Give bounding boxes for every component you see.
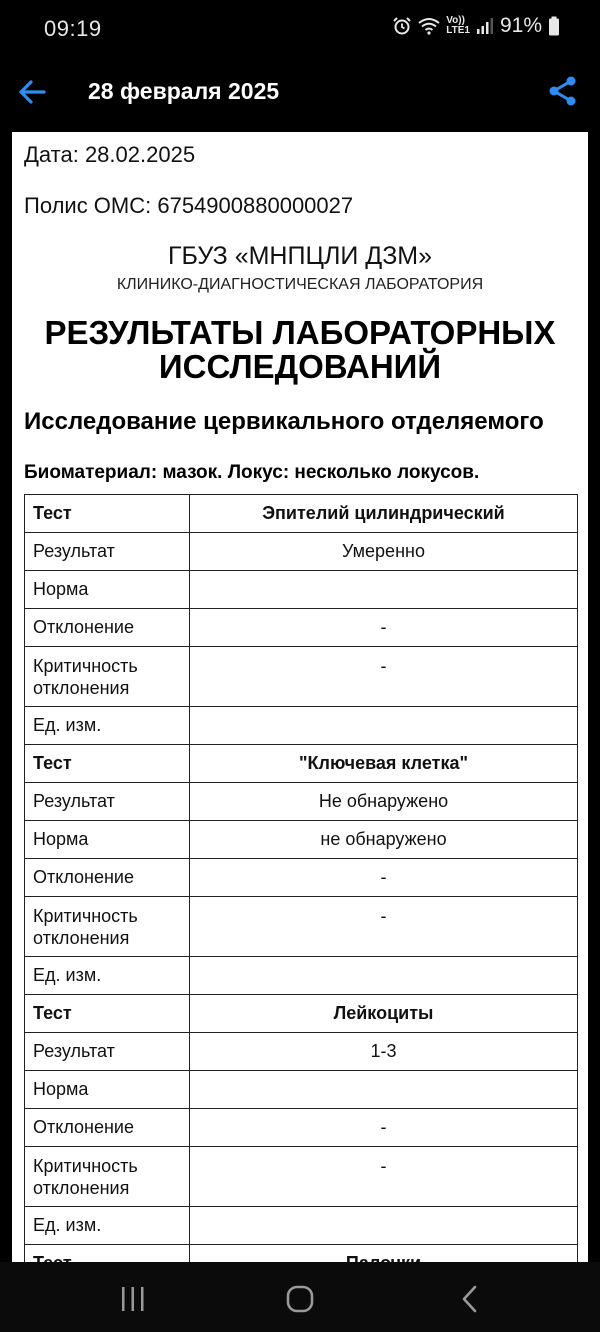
criticality-label-line-1: Критичность (33, 656, 138, 676)
deviation-value: - (190, 859, 578, 897)
battery-percent: 91% (499, 14, 542, 37)
date-line: Дата: 28.02.2025 (24, 142, 196, 167)
row-label: Результат (25, 1033, 190, 1071)
criticality-value: - (190, 897, 578, 957)
norm-value (190, 571, 578, 609)
lte-bottom-label: LTE1 (446, 25, 470, 36)
table-row (25, 821, 578, 859)
test-name: Лейкоциты (190, 995, 578, 1033)
row-label: Тест (25, 745, 190, 783)
back-button[interactable] (14, 74, 50, 110)
result-value: Не обнаружено (190, 783, 578, 821)
main-heading (12, 316, 588, 384)
main-heading-line-1: РЕЗУЛЬТАТЫ ЛАБОРАТОРНЫХ (44, 314, 556, 351)
lab-result-document[interactable] (12, 132, 588, 1262)
share-button[interactable] (546, 74, 580, 108)
arrow-left-icon (14, 74, 50, 110)
app-bar (0, 60, 600, 124)
wifi-icon (418, 17, 440, 35)
row-label: Ед. изм. (25, 1207, 190, 1245)
biomaterial-line: Биоматериал: мазок. Локус: несколько локусов. (24, 462, 480, 483)
row-label (25, 647, 190, 707)
deviation-value: - (190, 609, 578, 647)
table-row (25, 647, 578, 707)
row-label: Тест (25, 995, 190, 1033)
criticality-label-line-2: отклонения (33, 1178, 130, 1198)
table-row (25, 1033, 578, 1071)
row-label (25, 1147, 190, 1207)
row-label: Отклонение (25, 859, 190, 897)
share-icon (546, 74, 580, 108)
status-time: 09:19 (44, 16, 102, 41)
table-row (25, 783, 578, 821)
test-name: Эпителий цилиндрический (190, 495, 578, 533)
system-nav-bar (0, 1262, 600, 1332)
page-title: 28 февраля 2025 (88, 78, 280, 104)
row-label: Норма (25, 1071, 190, 1109)
recent-apps-button[interactable] (118, 1284, 148, 1314)
table-row (25, 1207, 578, 1245)
lte-top-label: Vo)) (446, 15, 465, 26)
row-label (25, 897, 190, 957)
row-label: Норма (25, 571, 190, 609)
alarm-icon (392, 16, 412, 36)
study-title: Исследование цервикального отделяемого (24, 408, 544, 435)
deviation-value: - (190, 1109, 578, 1147)
criticality-value: - (190, 1147, 578, 1207)
status-icons (392, 14, 560, 38)
table-row (25, 495, 578, 533)
unit-value (190, 957, 578, 995)
battery-icon (548, 16, 560, 36)
policy-line: Полис ОМС: 6754900880000027 (24, 193, 354, 218)
row-label: Норма (25, 821, 190, 859)
table-row (25, 897, 578, 957)
lte-indicator (446, 16, 470, 36)
table-row (25, 1071, 578, 1109)
recent-apps-icon (118, 1284, 148, 1314)
table-row (25, 609, 578, 647)
row-label: Тест (25, 495, 190, 533)
table-row (25, 957, 578, 995)
row-label: Отклонение (25, 609, 190, 647)
row-label: Ед. изм. (25, 707, 190, 745)
unit-value (190, 1207, 578, 1245)
home-button[interactable] (285, 1284, 315, 1314)
chevron-left-icon (455, 1284, 485, 1314)
table-row (25, 571, 578, 609)
results-table (24, 494, 578, 1283)
table-row (25, 859, 578, 897)
table-row (25, 995, 578, 1033)
criticality-value: - (190, 647, 578, 707)
home-icon (285, 1284, 315, 1314)
table-row (25, 1109, 578, 1147)
table-row (25, 707, 578, 745)
org-name: ГБУЗ «МНПЦЛИ ДЗМ» (167, 242, 433, 270)
main-heading-line-2: ИССЛЕДОВАНИЙ (158, 348, 442, 385)
row-label: Отклонение (25, 1109, 190, 1147)
table-row (25, 745, 578, 783)
status-bar (0, 0, 600, 60)
criticality-label-line-1: Критичность (33, 906, 138, 926)
signal-icon (476, 17, 494, 35)
result-value: 1-3 (190, 1033, 578, 1071)
table-row (25, 1147, 578, 1207)
unit-value (190, 707, 578, 745)
org-subtitle: КЛИНИКО-ДИАГНОСТИЧЕСКАЯ ЛАБОРАТОРИЯ (116, 276, 484, 293)
test-name: "Ключевая клетка" (190, 745, 578, 783)
criticality-label-line-1: Критичность (33, 1156, 138, 1176)
norm-value (190, 1071, 578, 1109)
norm-value: не обнаружено (190, 821, 578, 859)
result-value: Умеренно (190, 533, 578, 571)
row-label: Результат (25, 533, 190, 571)
row-label: Ед. изм. (25, 957, 190, 995)
table-row (25, 533, 578, 571)
criticality-label-line-2: отклонения (33, 928, 130, 948)
row-label: Результат (25, 783, 190, 821)
criticality-label-line-2: отклонения (33, 678, 130, 698)
back-nav-button[interactable] (455, 1284, 485, 1314)
